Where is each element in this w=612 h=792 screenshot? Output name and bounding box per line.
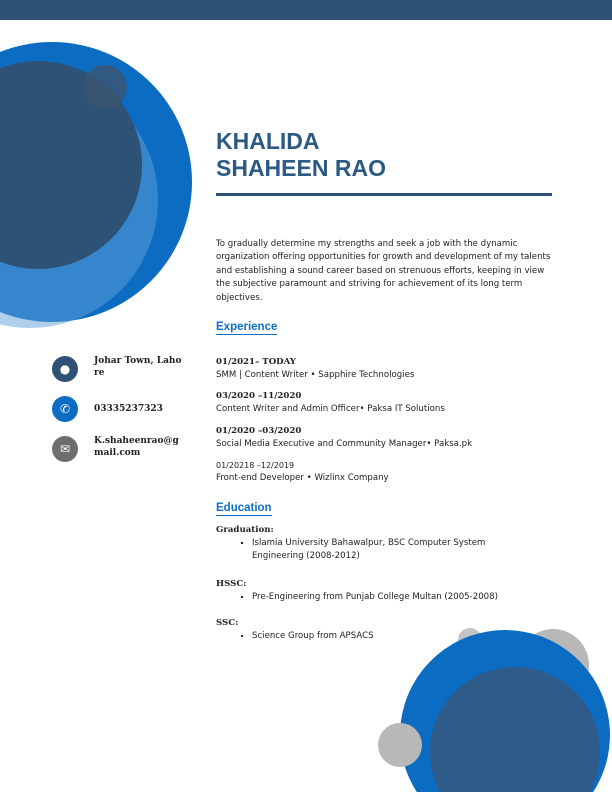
candidate-name xyxy=(216,128,386,182)
dates: 01/2021– TODAY xyxy=(216,357,297,367)
dates: 01/20218 –12/2019 xyxy=(216,461,295,470)
name-line-1: KHALIDA xyxy=(216,128,320,154)
phone-text[interactable]: 03335237323 xyxy=(94,404,163,414)
experience-heading: Experience xyxy=(216,321,278,333)
edu-label: SSC: xyxy=(216,618,239,628)
email-icon: ✉ xyxy=(52,436,78,462)
role: Front-end Developer • Wizlinx Company xyxy=(216,473,389,483)
summary: To gradually determine my strengths and seek a job with the dynamic organization offering opportunities for growth and development of my talents and establishing a sound career based on strenuous efforts, keeping in view the subjective paramount and striving for achievement of its long term objectives. xyxy=(216,239,551,303)
education-item xyxy=(216,578,512,604)
edu-detail: ▪ Islamia University Bahawalpur, BSC Computer System Engineering (2008-2012) xyxy=(252,537,512,562)
dates: 01/2020 –03/2020 xyxy=(216,426,302,436)
top-gray-circle xyxy=(83,65,127,109)
role: Social Media Executive and Community Manager• Paksa.pk xyxy=(216,439,473,449)
contact-phone xyxy=(52,396,184,422)
contact-address xyxy=(52,356,184,382)
education-item xyxy=(216,617,512,643)
edu-label: HSSC: xyxy=(216,579,247,589)
name-line-2: SHAHEEN RAO xyxy=(216,155,386,181)
address-text: Johar Town, Lahore xyxy=(94,356,182,378)
contact-email xyxy=(52,436,184,462)
role: SMM | Content Writer • Sapphire Technologies xyxy=(216,370,415,380)
education-heading: Education xyxy=(216,502,272,514)
bottom-gray-circle-left xyxy=(378,723,422,767)
edu-label: Graduation: xyxy=(216,525,274,535)
dates: 03/2020 –11/2020 xyxy=(216,391,302,401)
edu-detail: ▪ Science Group from APSACS xyxy=(252,630,512,643)
experience-item xyxy=(216,390,445,416)
experience-item xyxy=(216,425,472,451)
edu-detail: ▪ Pre-Engineering from Punjab College Multan (2005-2008) xyxy=(252,591,512,604)
location-pin-icon: ● xyxy=(52,356,78,382)
experience-item xyxy=(216,459,389,485)
role: Content Writer and Admin Officer• Paksa IT Solutions xyxy=(216,404,445,414)
email-text[interactable]: K.shaheenrao@gmail.com xyxy=(94,436,179,458)
education-item xyxy=(216,524,512,562)
divider xyxy=(216,193,552,196)
phone-icon: ✆ xyxy=(52,396,78,422)
experience-item xyxy=(216,356,414,382)
